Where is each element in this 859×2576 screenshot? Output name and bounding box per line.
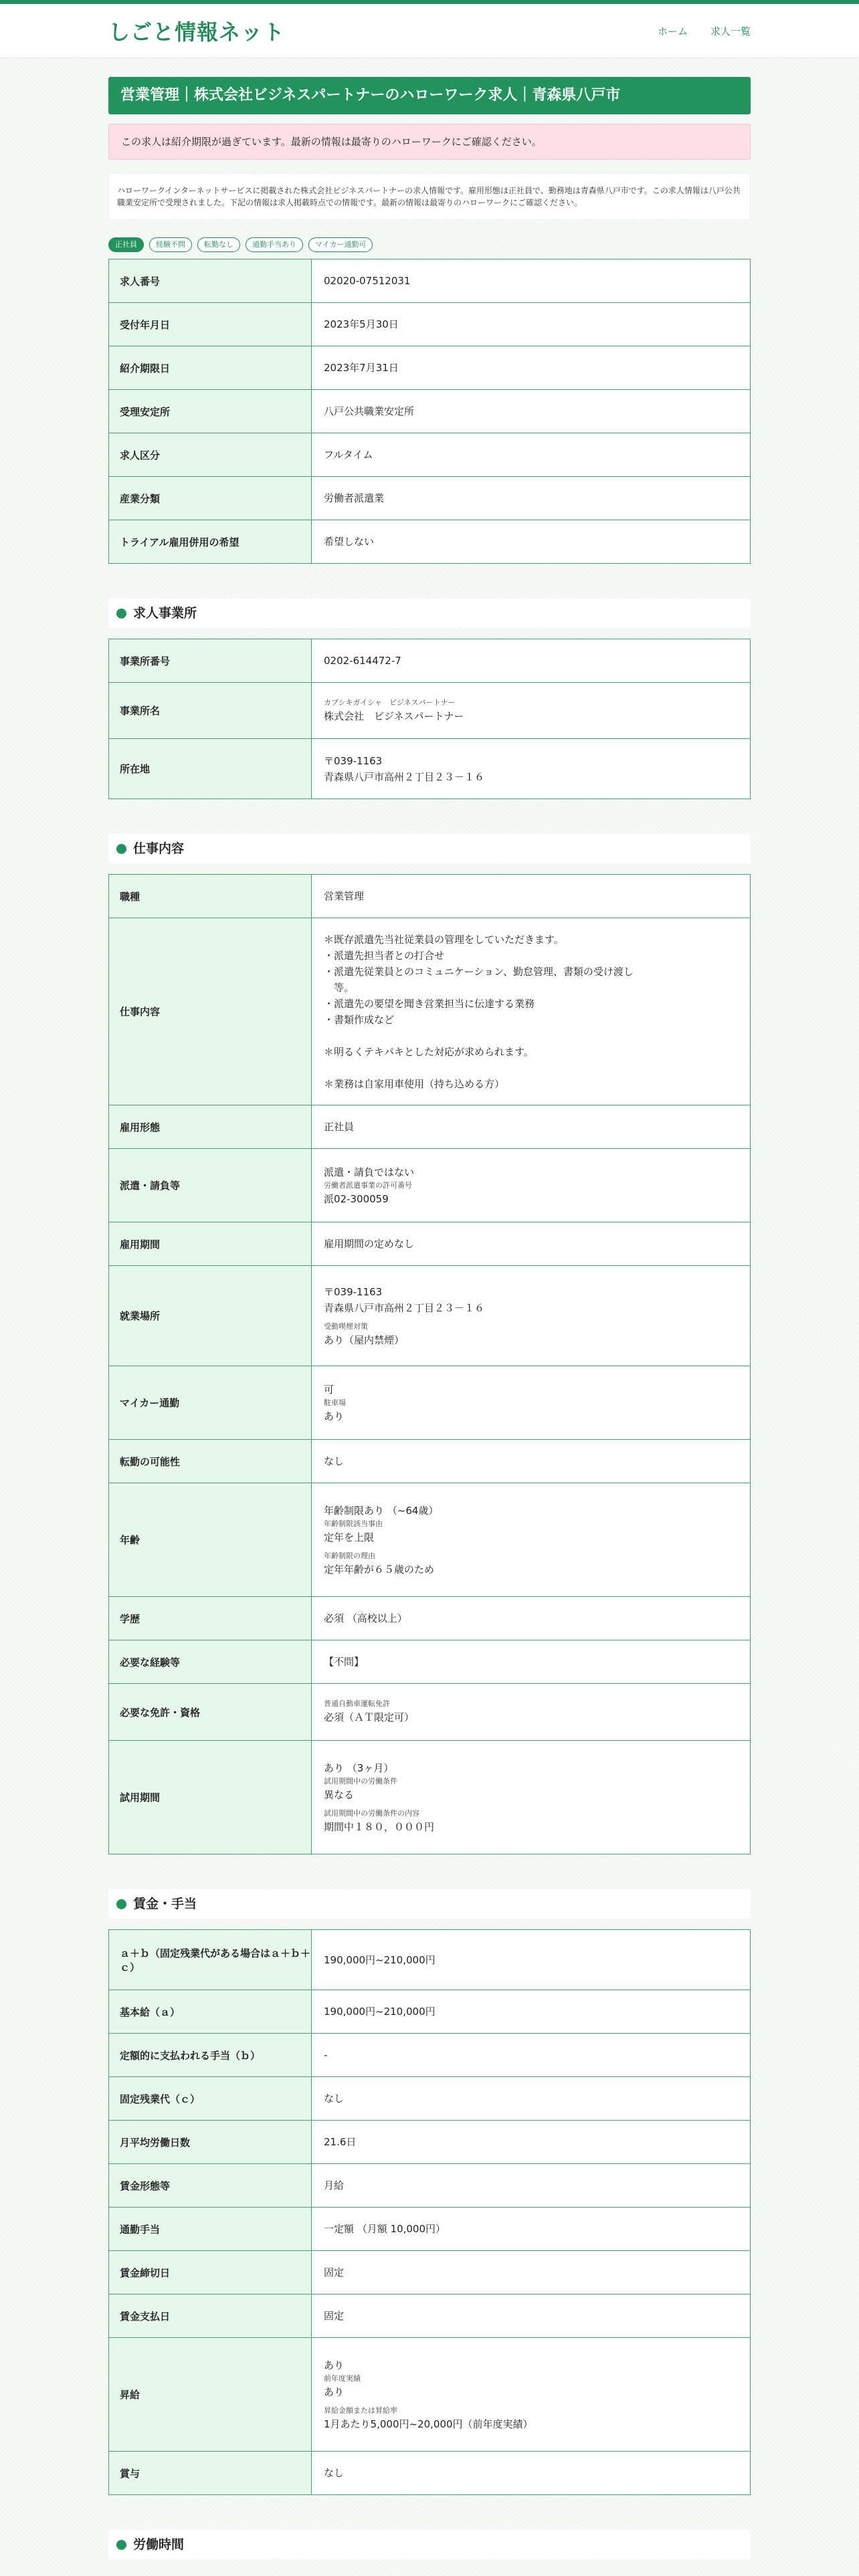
row-label: 雇用形態 [109, 1105, 312, 1149]
section-heading-hours [108, 2530, 751, 2559]
table-row [109, 1222, 751, 1266]
table-row [109, 346, 751, 390]
row-label: 紹介期限日 [109, 346, 312, 390]
bullet-icon [116, 609, 126, 619]
row-value: 月給 [312, 2164, 751, 2208]
row-value: 02020-07512031 [312, 259, 751, 303]
table-row [109, 683, 751, 739]
dispatch-license-number: 派02-300059 [324, 1192, 389, 1205]
tag-list [108, 237, 751, 252]
section-heading-text: 仕事内容 [133, 841, 185, 856]
row-label: 雇用期間 [109, 1222, 312, 1266]
row-label: 年齢 [109, 1483, 312, 1597]
row-label: 受付年月日 [109, 303, 312, 346]
row-value: 固定 [312, 2294, 751, 2338]
row-label: 試用期間 [109, 1741, 312, 1854]
office-name: 株式会社 ビジネスパートナー [324, 710, 464, 722]
row-value: 190,000円~210,000円 [312, 1990, 751, 2034]
table-row [109, 1684, 751, 1741]
table-row [109, 1990, 751, 2034]
table-row [109, 2251, 751, 2294]
table-row [109, 2452, 751, 2495]
row-label: 賃金支払日 [109, 2294, 312, 2338]
row-value: 2023年5月30日 [312, 303, 751, 346]
occupation-value: 営業管理 [312, 875, 751, 918]
workplace-address: 青森県八戸市高州２丁目２３－１６ [324, 1301, 485, 1314]
table-row [109, 390, 751, 433]
car-value: 可 [324, 1383, 335, 1396]
row-label: 必要な免許・資格 [109, 1684, 312, 1741]
main-nav [658, 24, 751, 38]
nav-home-link[interactable]: ホーム [657, 25, 688, 37]
raise-amount: 1月あたり5,000円~20,000円（前年度実績） [324, 2418, 533, 2430]
dispatch-sub-label: 労働者派遣事業の許可番号 [324, 1180, 412, 1190]
row-label: ａ＋ｂ（固定残業代がある場合はａ＋ｂ＋ｃ） [109, 1930, 312, 1990]
age-reason-type: 定年を上限 [324, 1531, 375, 1543]
row-label: 転勤の可能性 [109, 1440, 312, 1483]
parking-value: あり [324, 1410, 345, 1422]
license-value: 必須（ＡＴ限定可） [324, 1711, 415, 1723]
row-value: 2023年7月31日 [312, 346, 751, 390]
bullet-icon [116, 844, 126, 854]
main-content [108, 58, 751, 2559]
table-row [109, 2164, 751, 2208]
row-label: 定額的に支払われる手当（ｂ） [109, 2034, 312, 2077]
table-row [109, 477, 751, 520]
smoking-value: あり（屋内禁煙） [324, 1333, 405, 1346]
row-label: 基本給（ａ） [109, 1990, 312, 2034]
age-reason: 定年年齢が６５歳のため [324, 1563, 435, 1576]
row-value: 一定額 （月額 10,000円） [312, 2208, 751, 2251]
row-value: 固定 [312, 2251, 751, 2294]
row-label: 仕事内容 [109, 918, 312, 1105]
nav-job-list-link[interactable]: 求人一覧 [710, 25, 751, 37]
table-row [109, 2034, 751, 2077]
section-heading-text: 賃金・手当 [133, 1897, 197, 1911]
row-label: 通勤手当 [109, 2208, 312, 2251]
row-label: 職種 [109, 875, 312, 918]
education-value: 必須 （高校以上） [312, 1597, 751, 1640]
age-reason-label: 年齢制限の理由 [324, 1551, 375, 1560]
table-row [109, 433, 751, 477]
tag-car-commute: マイカー通勤可 [308, 237, 373, 252]
office-postal: 〒039-1163 [324, 754, 383, 767]
section-heading-office [108, 599, 751, 628]
workplace-postal: 〒039-1163 [324, 1285, 383, 1298]
row-label: 求人区分 [109, 433, 312, 477]
row-label: マイカー通勤 [109, 1366, 312, 1440]
bullet-icon [116, 1899, 126, 1909]
row-value: 21.6日 [312, 2121, 751, 2164]
table-row [109, 875, 751, 918]
raise-value: あり [324, 2359, 345, 2371]
expired-alert: この求人は紹介期限が過ぎています。最新の情報は最寄りのハローワークにご確認ください。 [108, 124, 751, 160]
row-value: 希望しない [312, 520, 751, 564]
row-label: 産業分類 [109, 477, 312, 520]
office-name-kana: カブシキガイシャ ビジネスパートナー [324, 697, 456, 707]
table-row [109, 259, 751, 303]
raise-prior-year: あり [324, 2385, 345, 2398]
intro-text: ハローワークインターネットサービスに掲載された株式会社ビジネスパートナーの求人情報です。雇用形態は正社員で、勤務地は青森県八戸市です。この求人情報は八戸公共職業安定所で受理されました。下記の情報は求人掲載時点での情報です。最新の情報は最寄りのハローワークにご確認ください。 [108, 173, 751, 220]
row-label: 派遣・請負等 [109, 1149, 312, 1222]
smoking-sub-label: 受動喫煙対策 [324, 1321, 368, 1331]
row-value: 190,000円~210,000円 [312, 1930, 751, 1990]
table-row [109, 2077, 751, 2121]
table-row [109, 1366, 751, 1440]
trial-value: あり （3ヶ月） [324, 1761, 394, 1774]
raise-sub-label: 前年度実績 [324, 2373, 361, 2383]
table-row [109, 520, 751, 564]
table-row [109, 1640, 751, 1684]
employment-value: 正社員 [312, 1105, 751, 1149]
overview-table [108, 259, 751, 564]
row-value: なし [312, 2077, 751, 2121]
row-label: 受理安定所 [109, 390, 312, 433]
row-label: 昇給 [109, 2338, 312, 2452]
table-row [109, 1930, 751, 1990]
table-row [109, 1483, 751, 1597]
tag-no-transfer: 転勤なし [197, 237, 240, 252]
row-value: - [312, 2034, 751, 2077]
license-sub-label: 普通自動車運転免許 [324, 1699, 390, 1708]
job-table [108, 874, 751, 1854]
row-label: 月平均労働日数 [109, 2121, 312, 2164]
row-label: トライアル雇用併用の希望 [109, 520, 312, 564]
trial-detail: 期間中１８０，０００円 [324, 1820, 435, 1833]
row-label: 賞与 [109, 2452, 312, 2495]
table-row [109, 639, 751, 683]
table-row [109, 2338, 751, 2452]
section-heading-text: 求人事業所 [133, 606, 197, 621]
row-value: フルタイム [312, 433, 751, 477]
table-row [109, 1597, 751, 1640]
office-table [108, 639, 751, 799]
row-label: 所在地 [109, 739, 312, 799]
table-row [109, 1149, 751, 1222]
section-heading-job [108, 834, 751, 863]
raise-amount-label: 昇給金額または昇給率 [324, 2405, 397, 2415]
wage-table [108, 1929, 751, 2495]
tag-employment-type: 正社員 [108, 237, 144, 252]
job-description: ＊既存派遣先当社従業員の管理をしていただきます。 ・派遣先担当者との打合せ ・派遣先従業員とのコミュニケーション、勤怠管理、書類の受け渡し 等。 ・派遣先の要望を聞き営業担当に伝達する業務 ・書類作成など ＊明るくテキパキとした対応が求められます。 ＊業務は自家用車使用（持ち込める方） [324, 933, 634, 1090]
row-label: 求人番号 [109, 259, 312, 303]
period-value: 雇用期間の定めなし [312, 1222, 751, 1266]
table-row [109, 1266, 751, 1366]
row-value: 八戸公共職業安定所 [312, 390, 751, 433]
parking-sub-label: 駐車場 [324, 1398, 346, 1407]
table-row [109, 303, 751, 346]
office-number: 0202-614472-7 [312, 639, 751, 683]
row-label: 固定残業代（ｃ） [109, 2077, 312, 2121]
transfer-value: なし [312, 1440, 751, 1483]
section-heading-wage [108, 1889, 751, 1919]
tag-no-experience: 経験不問 [149, 237, 192, 252]
site-header [0, 4, 859, 58]
age-value: 年齢制限あり （~64歳） [324, 1504, 439, 1517]
row-label: 就業場所 [109, 1266, 312, 1366]
trial-conditions: 異なる [324, 1788, 355, 1801]
row-value: 労働者派遣業 [312, 477, 751, 520]
age-sub-label: 年齢制限該当事由 [324, 1519, 383, 1528]
office-address: 青森県八戸市高州２丁目２３－１６ [324, 770, 485, 783]
table-row [109, 918, 751, 1105]
table-row [109, 739, 751, 799]
dispatch-value: 派遣・請負ではない [324, 1166, 415, 1178]
table-row [109, 2208, 751, 2251]
table-row [109, 1440, 751, 1483]
trial-sub-label: 試用期間中の労働条件 [324, 1776, 397, 1786]
row-label: 学歴 [109, 1597, 312, 1640]
row-label: 賃金形態等 [109, 2164, 312, 2208]
row-label: 事業所番号 [109, 639, 312, 683]
table-row [109, 2294, 751, 2338]
bullet-icon [116, 2540, 126, 2550]
trial-detail-label: 試用期間中の労働条件の内容 [324, 1808, 419, 1818]
table-row [109, 1105, 751, 1149]
table-row [109, 1741, 751, 1854]
row-label: 事業所名 [109, 683, 312, 739]
section-heading-text: 労働時間 [133, 2537, 185, 2552]
row-label: 賃金締切日 [109, 2251, 312, 2294]
row-label: 必要な経験等 [109, 1640, 312, 1684]
experience-value: 【不問】 [312, 1640, 751, 1684]
bonus-value: なし [312, 2452, 751, 2495]
table-row [109, 2121, 751, 2164]
site-logo[interactable]: しごと情報ネット [108, 19, 286, 45]
tag-commute-allowance: 通勤手当あり [246, 237, 303, 252]
page-title: 営業管理｜株式会社ビジネスパートナーのハローワーク求人｜青森県八戸市 [108, 77, 751, 114]
